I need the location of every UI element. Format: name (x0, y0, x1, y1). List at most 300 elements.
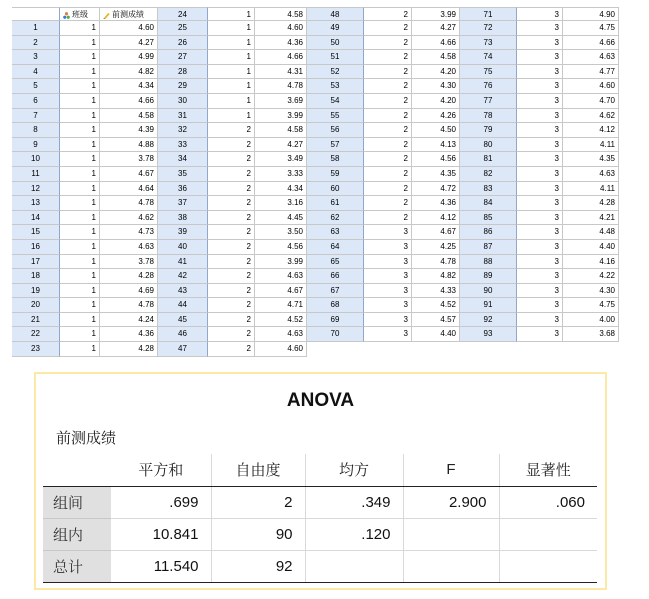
row-number-cell[interactable]: 11 (12, 167, 60, 182)
grid-row[interactable] (158, 65, 307, 80)
grid-row[interactable] (460, 298, 619, 313)
row-number-cell[interactable]: 79 (460, 123, 517, 138)
score-value-cell[interactable]: 4.63 (255, 327, 307, 342)
row-number-cell[interactable]: 49 (307, 21, 364, 36)
score-value-cell[interactable]: 4.52 (255, 313, 307, 328)
score-value-cell[interactable]: 4.77 (563, 65, 619, 80)
grid-row[interactable] (158, 196, 307, 211)
class-value-cell[interactable]: 1 (60, 36, 100, 51)
score-value-cell[interactable]: 3.49 (255, 152, 307, 167)
class-value-cell[interactable]: 1 (208, 7, 255, 21)
row-number-cell[interactable]: 93 (460, 327, 517, 342)
class-value-cell[interactable]: 3 (364, 298, 412, 313)
score-value-cell[interactable]: 4.73 (100, 225, 158, 240)
grid-row[interactable] (158, 109, 307, 124)
grid-row[interactable] (460, 21, 619, 36)
grid-row[interactable] (158, 50, 307, 65)
class-value-cell[interactable]: 2 (208, 240, 255, 255)
class-value-cell[interactable]: 2 (364, 65, 412, 80)
class-value-cell[interactable]: 1 (60, 79, 100, 94)
row-number-cell[interactable]: 68 (307, 298, 364, 313)
class-value-cell[interactable]: 2 (364, 109, 412, 124)
score-value-cell[interactable]: 4.31 (255, 65, 307, 80)
row-number-cell[interactable]: 58 (307, 152, 364, 167)
class-value-cell[interactable]: 3 (517, 313, 563, 328)
row-number-cell[interactable]: 61 (307, 196, 364, 211)
class-value-cell[interactable]: 2 (208, 225, 255, 240)
row-number-cell[interactable]: 38 (158, 211, 208, 226)
score-value-cell[interactable]: 4.67 (100, 167, 158, 182)
grid-row[interactable] (307, 298, 460, 313)
row-number-cell[interactable]: 86 (460, 225, 517, 240)
grid-row[interactable] (460, 313, 619, 328)
score-value-cell[interactable]: 4.90 (563, 7, 619, 21)
score-value-cell[interactable]: 4.52 (412, 298, 460, 313)
class-value-cell[interactable]: 3 (364, 327, 412, 342)
row-number-cell[interactable]: 24 (158, 7, 208, 21)
score-value-cell[interactable]: 4.56 (412, 152, 460, 167)
row-number-cell[interactable]: 66 (307, 269, 364, 284)
score-value-cell[interactable]: 4.20 (412, 65, 460, 80)
grid-row[interactable] (460, 240, 619, 255)
row-number-cell[interactable]: 91 (460, 298, 517, 313)
grid-row[interactable] (12, 211, 158, 226)
class-value-cell[interactable]: 3 (517, 211, 563, 226)
class-value-cell[interactable]: 2 (208, 313, 255, 328)
grid-row[interactable] (12, 138, 158, 153)
row-number-cell[interactable]: 25 (158, 21, 208, 36)
score-value-cell[interactable]: 4.20 (412, 94, 460, 109)
grid-row[interactable] (307, 65, 460, 80)
score-value-cell[interactable]: 4.26 (412, 109, 460, 124)
class-value-cell[interactable]: 2 (364, 79, 412, 94)
class-value-cell[interactable]: 1 (60, 255, 100, 270)
row-number-cell[interactable]: 2 (12, 36, 60, 51)
row-number-cell[interactable]: 30 (158, 94, 208, 109)
class-value-cell[interactable]: 1 (60, 313, 100, 328)
grid-row[interactable] (307, 109, 460, 124)
score-value-cell[interactable]: 4.75 (563, 21, 619, 36)
row-number-cell[interactable]: 45 (158, 313, 208, 328)
score-value-cell[interactable]: 4.66 (563, 36, 619, 51)
row-number-cell[interactable]: 22 (12, 327, 60, 342)
score-value-cell[interactable]: 4.28 (100, 269, 158, 284)
grid-row[interactable] (12, 342, 158, 357)
score-value-cell[interactable]: 4.58 (412, 50, 460, 65)
score-value-cell[interactable]: 4.88 (100, 138, 158, 153)
row-number-cell[interactable]: 80 (460, 138, 517, 153)
score-value-cell[interactable]: 4.28 (563, 196, 619, 211)
class-value-cell[interactable]: 3 (517, 269, 563, 284)
class-value-cell[interactable]: 2 (208, 152, 255, 167)
class-value-cell[interactable]: 1 (60, 138, 100, 153)
row-number-cell[interactable]: 69 (307, 313, 364, 328)
score-value-cell[interactable]: 4.12 (412, 211, 460, 226)
score-value-cell[interactable]: 4.24 (100, 313, 158, 328)
row-number-cell[interactable]: 59 (307, 167, 364, 182)
score-value-cell[interactable]: 4.66 (412, 36, 460, 51)
row-number-cell[interactable]: 13 (12, 196, 60, 211)
class-value-cell[interactable]: 3 (517, 138, 563, 153)
class-value-cell[interactable]: 1 (60, 196, 100, 211)
class-value-cell[interactable]: 2 (364, 36, 412, 51)
row-number-cell[interactable]: 40 (158, 240, 208, 255)
class-value-cell[interactable]: 3 (364, 284, 412, 299)
grid-row[interactable] (460, 94, 619, 109)
score-value-cell[interactable]: 4.11 (563, 182, 619, 197)
score-value-cell[interactable]: 4.70 (563, 94, 619, 109)
grid-row[interactable] (12, 109, 158, 124)
grid-row[interactable] (307, 211, 460, 226)
grid-row[interactable] (460, 123, 619, 138)
row-number-cell[interactable]: 57 (307, 138, 364, 153)
row-number-cell[interactable]: 37 (158, 196, 208, 211)
score-value-cell[interactable]: 4.50 (412, 123, 460, 138)
grid-row[interactable] (460, 269, 619, 284)
column-header-score[interactable] (100, 7, 158, 21)
class-value-cell[interactable]: 3 (517, 240, 563, 255)
grid-row[interactable] (307, 138, 460, 153)
grid-row[interactable] (12, 298, 158, 313)
score-value-cell[interactable]: 4.40 (563, 240, 619, 255)
score-value-cell[interactable]: 4.78 (412, 255, 460, 270)
score-value-cell[interactable]: 4.58 (255, 123, 307, 138)
row-number-cell[interactable]: 14 (12, 211, 60, 226)
score-value-cell[interactable]: 4.71 (255, 298, 307, 313)
class-value-cell[interactable]: 1 (208, 36, 255, 51)
row-number-cell[interactable]: 32 (158, 123, 208, 138)
score-value-cell[interactable]: 4.75 (563, 298, 619, 313)
score-value-cell[interactable]: 4.78 (100, 196, 158, 211)
class-value-cell[interactable]: 3 (517, 109, 563, 124)
grid-row[interactable] (460, 327, 619, 342)
grid-row[interactable] (158, 94, 307, 109)
class-value-cell[interactable]: 3 (364, 269, 412, 284)
row-number-cell[interactable]: 77 (460, 94, 517, 109)
grid-row[interactable] (158, 167, 307, 182)
row-number-cell[interactable]: 62 (307, 211, 364, 226)
row-number-cell[interactable]: 73 (460, 36, 517, 51)
row-number-cell[interactable]: 34 (158, 152, 208, 167)
grid-row[interactable] (158, 21, 307, 36)
score-value-cell[interactable]: 4.27 (255, 138, 307, 153)
score-value-cell[interactable]: 4.33 (412, 284, 460, 299)
grid-row[interactable] (307, 327, 460, 342)
score-value-cell[interactable]: 4.63 (563, 167, 619, 182)
grid-row[interactable] (460, 152, 619, 167)
class-value-cell[interactable]: 2 (364, 7, 412, 21)
class-value-cell[interactable]: 2 (208, 255, 255, 270)
score-value-cell[interactable]: 4.16 (563, 255, 619, 270)
grid-row[interactable] (158, 313, 307, 328)
class-value-cell[interactable]: 1 (60, 94, 100, 109)
grid-row[interactable] (460, 284, 619, 299)
row-number-cell[interactable]: 55 (307, 109, 364, 124)
grid-row[interactable] (307, 269, 460, 284)
row-number-cell[interactable]: 36 (158, 182, 208, 197)
grid-row[interactable] (460, 182, 619, 197)
row-number-cell[interactable]: 90 (460, 284, 517, 299)
class-value-cell[interactable]: 2 (208, 123, 255, 138)
grid-row[interactable] (12, 152, 158, 167)
class-value-cell[interactable]: 2 (364, 123, 412, 138)
grid-row[interactable] (460, 225, 619, 240)
grid-row[interactable] (307, 94, 460, 109)
row-number-cell[interactable]: 44 (158, 298, 208, 313)
row-number-cell[interactable]: 35 (158, 167, 208, 182)
score-value-cell[interactable]: 4.36 (255, 36, 307, 51)
class-value-cell[interactable]: 2 (208, 298, 255, 313)
grid-row[interactable] (460, 65, 619, 80)
score-value-cell[interactable]: 4.82 (412, 269, 460, 284)
class-value-cell[interactable]: 1 (60, 65, 100, 80)
row-number-cell[interactable]: 56 (307, 123, 364, 138)
row-number-cell[interactable]: 41 (158, 255, 208, 270)
score-value-cell[interactable]: 4.45 (255, 211, 307, 226)
class-value-cell[interactable]: 1 (60, 152, 100, 167)
row-number-cell[interactable]: 17 (12, 255, 60, 270)
row-number-cell[interactable]: 33 (158, 138, 208, 153)
grid-row[interactable] (158, 7, 307, 21)
grid-row[interactable] (12, 94, 158, 109)
row-number-cell[interactable]: 81 (460, 152, 517, 167)
class-value-cell[interactable]: 2 (364, 94, 412, 109)
class-value-cell[interactable]: 3 (364, 225, 412, 240)
score-value-cell[interactable]: 4.99 (100, 50, 158, 65)
grid-row[interactable] (460, 79, 619, 94)
class-value-cell[interactable]: 1 (208, 50, 255, 65)
row-number-cell[interactable]: 19 (12, 284, 60, 299)
grid-row[interactable] (307, 225, 460, 240)
grid-row[interactable] (460, 36, 619, 51)
score-value-cell[interactable]: 4.27 (412, 21, 460, 36)
class-value-cell[interactable]: 1 (60, 21, 100, 36)
grid-row[interactable] (460, 167, 619, 182)
score-value-cell[interactable]: 4.22 (563, 269, 619, 284)
class-value-cell[interactable]: 2 (364, 182, 412, 197)
score-value-cell[interactable]: 3.33 (255, 167, 307, 182)
grid-row[interactable] (158, 298, 307, 313)
score-value-cell[interactable]: 4.64 (100, 182, 158, 197)
row-number-cell[interactable]: 82 (460, 167, 517, 182)
score-value-cell[interactable]: 3.99 (255, 109, 307, 124)
grid-row[interactable] (307, 196, 460, 211)
grid-row[interactable] (307, 7, 460, 21)
score-value-cell[interactable]: 4.36 (412, 196, 460, 211)
class-value-cell[interactable]: 3 (517, 79, 563, 94)
score-value-cell[interactable]: 4.34 (255, 182, 307, 197)
grid-row[interactable] (12, 327, 158, 342)
grid-row[interactable] (307, 36, 460, 51)
row-number-cell[interactable]: 85 (460, 211, 517, 226)
grid-row[interactable] (12, 167, 158, 182)
score-value-cell[interactable]: 3.16 (255, 196, 307, 211)
row-number-cell[interactable]: 87 (460, 240, 517, 255)
score-value-cell[interactable]: 4.63 (563, 50, 619, 65)
grid-row[interactable] (460, 50, 619, 65)
class-value-cell[interactable]: 3 (364, 240, 412, 255)
class-value-cell[interactable]: 1 (60, 123, 100, 138)
score-value-cell[interactable]: 3.68 (563, 327, 619, 342)
column-header-class[interactable] (60, 7, 100, 21)
grid-row[interactable] (12, 21, 158, 36)
row-number-cell[interactable]: 12 (12, 182, 60, 197)
grid-row[interactable] (158, 225, 307, 240)
grid-row[interactable] (307, 284, 460, 299)
class-value-cell[interactable]: 1 (60, 167, 100, 182)
score-value-cell[interactable]: 4.67 (412, 225, 460, 240)
grid-row[interactable] (12, 196, 158, 211)
grid-row[interactable] (158, 79, 307, 94)
row-number-cell[interactable]: 43 (158, 284, 208, 299)
class-value-cell[interactable]: 2 (208, 284, 255, 299)
class-value-cell[interactable]: 3 (517, 36, 563, 51)
grid-row[interactable] (12, 255, 158, 270)
row-number-cell[interactable]: 64 (307, 240, 364, 255)
class-value-cell[interactable]: 3 (517, 65, 563, 80)
row-number-cell[interactable]: 46 (158, 327, 208, 342)
class-value-cell[interactable]: 2 (364, 50, 412, 65)
class-value-cell[interactable]: 2 (208, 269, 255, 284)
grid-row[interactable] (307, 21, 460, 36)
grid-row[interactable] (460, 138, 619, 153)
grid-row[interactable] (12, 284, 158, 299)
row-number-cell[interactable]: 47 (158, 342, 208, 357)
class-value-cell[interactable]: 3 (517, 327, 563, 342)
row-number-cell[interactable]: 31 (158, 109, 208, 124)
grid-row[interactable] (460, 109, 619, 124)
row-number-cell[interactable]: 74 (460, 50, 517, 65)
score-value-cell[interactable]: 4.60 (255, 342, 307, 357)
row-number-cell[interactable]: 26 (158, 36, 208, 51)
score-value-cell[interactable]: 4.11 (563, 138, 619, 153)
class-value-cell[interactable]: 1 (60, 240, 100, 255)
score-value-cell[interactable]: 3.69 (255, 94, 307, 109)
score-value-cell[interactable]: 4.62 (563, 109, 619, 124)
class-value-cell[interactable]: 2 (364, 138, 412, 153)
class-value-cell[interactable]: 3 (517, 182, 563, 197)
score-value-cell[interactable]: 3.50 (255, 225, 307, 240)
class-value-cell[interactable]: 3 (517, 94, 563, 109)
class-value-cell[interactable]: 3 (517, 196, 563, 211)
row-number-cell[interactable]: 29 (158, 79, 208, 94)
score-value-cell[interactable]: 4.66 (100, 94, 158, 109)
score-value-cell[interactable]: 4.60 (255, 21, 307, 36)
class-value-cell[interactable]: 2 (364, 167, 412, 182)
score-value-cell[interactable]: 3.99 (412, 7, 460, 21)
row-number-cell[interactable]: 65 (307, 255, 364, 270)
class-value-cell[interactable]: 2 (364, 196, 412, 211)
score-value-cell[interactable]: 4.60 (563, 79, 619, 94)
row-number-cell[interactable]: 83 (460, 182, 517, 197)
score-value-cell[interactable]: 4.58 (255, 7, 307, 21)
row-number-cell[interactable]: 50 (307, 36, 364, 51)
grid-row[interactable] (12, 182, 158, 197)
row-number-cell[interactable]: 3 (12, 50, 60, 65)
grid-row[interactable] (158, 327, 307, 342)
grid-row[interactable] (12, 36, 158, 51)
row-number-cell[interactable]: 72 (460, 21, 517, 36)
class-value-cell[interactable]: 1 (60, 284, 100, 299)
score-value-cell[interactable]: 3.78 (100, 152, 158, 167)
row-number-cell[interactable]: 15 (12, 225, 60, 240)
score-value-cell[interactable]: 4.00 (563, 313, 619, 328)
grid-row[interactable] (12, 240, 158, 255)
row-number-cell[interactable]: 6 (12, 94, 60, 109)
score-value-cell[interactable]: 4.13 (412, 138, 460, 153)
row-number-cell[interactable]: 78 (460, 109, 517, 124)
score-value-cell[interactable]: 4.56 (255, 240, 307, 255)
score-value-cell[interactable]: 4.40 (412, 327, 460, 342)
class-value-cell[interactable]: 2 (364, 211, 412, 226)
score-value-cell[interactable]: 4.57 (412, 313, 460, 328)
score-value-cell[interactable]: 4.72 (412, 182, 460, 197)
class-value-cell[interactable]: 3 (517, 7, 563, 21)
class-value-cell[interactable]: 2 (208, 342, 255, 357)
class-value-cell[interactable]: 3 (517, 21, 563, 36)
score-value-cell[interactable]: 4.67 (255, 284, 307, 299)
score-value-cell[interactable]: 4.35 (563, 152, 619, 167)
row-number-cell[interactable]: 92 (460, 313, 517, 328)
row-number-cell[interactable]: 54 (307, 94, 364, 109)
class-value-cell[interactable]: 3 (517, 284, 563, 299)
class-value-cell[interactable]: 3 (364, 255, 412, 270)
grid-row[interactable] (460, 7, 619, 21)
grid-row[interactable] (307, 240, 460, 255)
class-value-cell[interactable]: 2 (364, 152, 412, 167)
class-value-cell[interactable]: 3 (517, 255, 563, 270)
class-value-cell[interactable]: 1 (60, 211, 100, 226)
row-number-cell[interactable]: 51 (307, 50, 364, 65)
row-number-cell[interactable]: 52 (307, 65, 364, 80)
row-number-cell[interactable]: 21 (12, 313, 60, 328)
score-value-cell[interactable]: 4.78 (255, 79, 307, 94)
grid-row[interactable] (12, 65, 158, 80)
score-value-cell[interactable]: 4.78 (100, 298, 158, 313)
grid-row[interactable] (158, 211, 307, 226)
row-number-cell[interactable]: 84 (460, 196, 517, 211)
class-value-cell[interactable]: 1 (208, 109, 255, 124)
class-value-cell[interactable]: 2 (208, 167, 255, 182)
class-value-cell[interactable]: 2 (208, 211, 255, 226)
row-number-cell[interactable]: 1 (12, 21, 60, 36)
grid-row[interactable] (12, 225, 158, 240)
class-value-cell[interactable]: 2 (364, 21, 412, 36)
row-number-cell[interactable]: 70 (307, 327, 364, 342)
grid-row[interactable] (158, 255, 307, 270)
row-number-cell[interactable]: 18 (12, 269, 60, 284)
grid-row[interactable] (12, 79, 158, 94)
row-number-cell[interactable]: 88 (460, 255, 517, 270)
row-number-cell[interactable]: 20 (12, 298, 60, 313)
class-value-cell[interactable]: 3 (517, 152, 563, 167)
class-value-cell[interactable]: 1 (60, 342, 100, 357)
row-number-cell[interactable]: 8 (12, 123, 60, 138)
score-value-cell[interactable]: 4.62 (100, 211, 158, 226)
grid-corner-cell[interactable] (12, 7, 60, 21)
class-value-cell[interactable]: 1 (60, 327, 100, 342)
score-value-cell[interactable]: 3.78 (100, 255, 158, 270)
grid-row[interactable] (12, 269, 158, 284)
row-number-cell[interactable]: 7 (12, 109, 60, 124)
score-value-cell[interactable]: 4.69 (100, 284, 158, 299)
row-number-cell[interactable]: 39 (158, 225, 208, 240)
row-number-cell[interactable]: 10 (12, 152, 60, 167)
class-value-cell[interactable]: 2 (208, 196, 255, 211)
row-number-cell[interactable]: 60 (307, 182, 364, 197)
score-value-cell[interactable]: 4.27 (100, 36, 158, 51)
class-value-cell[interactable]: 3 (517, 50, 563, 65)
